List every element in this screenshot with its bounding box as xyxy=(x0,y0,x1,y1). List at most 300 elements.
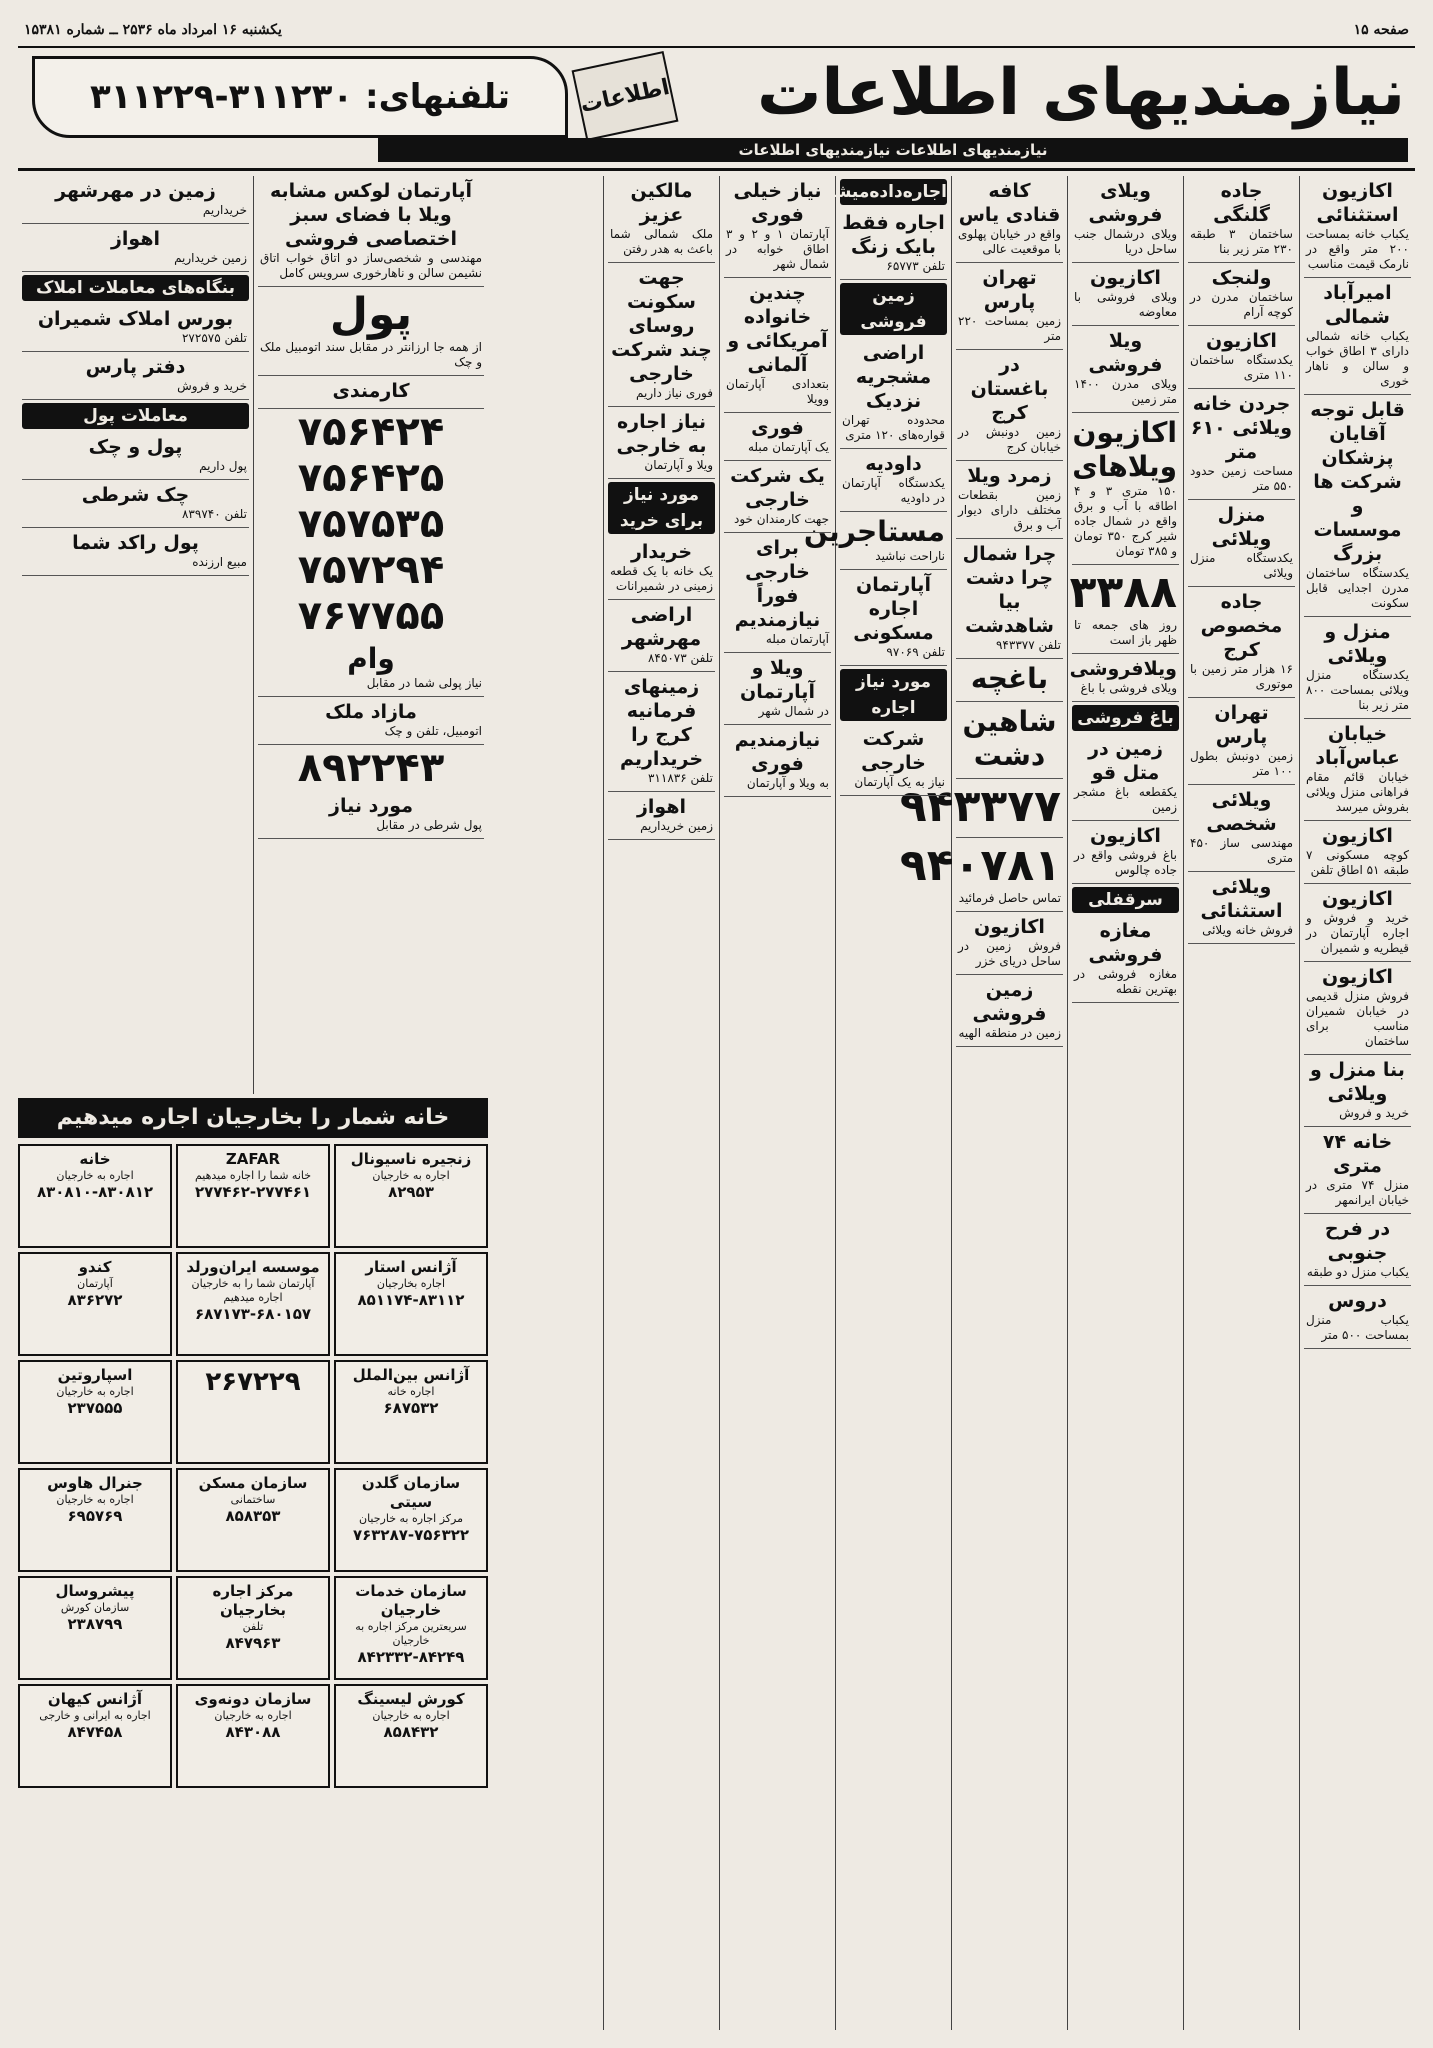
ad-headline: ویلائی شخصی xyxy=(1206,789,1277,835)
ad-headline: شاهین دشت xyxy=(962,705,1057,772)
ad-body: ساختمان مدرن در کوچه آرام xyxy=(1190,290,1293,319)
ad-headline: اکازیون xyxy=(1090,267,1161,289)
ad-body: تلفن ۶۵۷۷۳ xyxy=(886,259,945,273)
classified-ad xyxy=(956,659,1063,702)
agency-name: کورش لیسینگ xyxy=(357,1690,465,1708)
classified-ad xyxy=(724,533,831,653)
agency-tagline: اجاره به خارجیان xyxy=(372,1169,450,1182)
agency-name: مرکز اجاره بخارجیان xyxy=(212,1582,294,1619)
classified-ad xyxy=(22,480,249,528)
ad-headline: دروس xyxy=(1328,1290,1387,1312)
ad-body: تلفن ۲۷۲۵۷۵ xyxy=(181,331,247,345)
column-8 xyxy=(253,176,488,1094)
agency-phone: ۶۹۵۷۶۹ xyxy=(67,1507,123,1525)
agency-tagline: اجاره به خارجیان xyxy=(372,1709,450,1722)
classified-ad xyxy=(1072,821,1179,884)
classified-ad xyxy=(956,176,1063,263)
agency-name: سازمان مسکن xyxy=(198,1474,308,1492)
agency-phone: ۸۵۱۱۷۴-۸۳۱۱۲ xyxy=(357,1291,465,1309)
classified-ad xyxy=(899,779,1063,838)
agency-name: سازمان گلدن سیتی xyxy=(361,1474,461,1511)
masthead xyxy=(18,50,1415,171)
ad-headline: اراضی مشجریه نزدیک xyxy=(855,342,932,412)
ad-headline: نیاز خیلی فوری xyxy=(733,180,822,226)
agency-ad xyxy=(18,1684,172,1788)
classified-ad xyxy=(803,512,947,570)
classified-ad xyxy=(724,653,831,725)
classified-ad xyxy=(1069,654,1179,702)
ad-headline: مستاجرین xyxy=(803,515,945,548)
section-header: اجاره‌داده‌میشود xyxy=(840,179,947,205)
ad-body: زمین خریداریم xyxy=(640,819,713,833)
newspaper-emblem: اطلاعات xyxy=(572,51,679,141)
classified-ad xyxy=(724,176,831,278)
agency-tagline: خانه شما را اجاره میدهیم xyxy=(194,1169,312,1182)
ad-body: زمین بقطعات مختلف دارای دیوار آب و برق xyxy=(958,488,1061,532)
classified-ad xyxy=(1304,884,1411,962)
classified-columns-right xyxy=(488,176,1415,2030)
ad-headline: آپارتمان لوکس مشابه ویلا با فضای سبز اختصاصی فروشی xyxy=(269,180,472,250)
classified-ad xyxy=(608,176,715,263)
classified-ad xyxy=(22,224,249,272)
column-1 xyxy=(1299,176,1415,2030)
classified-ad xyxy=(840,449,947,512)
agency-tagline: سریعترین مرکز اجاره به خارجیان xyxy=(355,1620,467,1647)
agency-phone: ۲۳۸۷۹۹ xyxy=(67,1615,123,1633)
ad-body: یکباب خانه بمساحت ۲۰۰ متر واقع در نارمک قیمت مناسب xyxy=(1306,227,1409,271)
ad-headline: ویلا و آپارتمان xyxy=(740,657,815,703)
ad-body: ۱۶ هزار متر زمین با موتوری xyxy=(1190,662,1293,691)
ad-body: ویلا و آپارتمان xyxy=(644,458,713,472)
agency-tagline: ساختمانی xyxy=(230,1493,276,1506)
ad-headline: نیازمندیم فوری xyxy=(734,729,821,775)
ad-headline: دفتر پارس xyxy=(85,356,186,378)
agency-ad xyxy=(176,1576,330,1680)
section-header: مورد نیاز اجاره xyxy=(840,669,947,721)
ad-headline: چک شرطی xyxy=(81,484,190,506)
ad-headline: تهران پارس xyxy=(1214,702,1269,748)
ad-body: ملک شمالی شما باعث به هدر رفتن xyxy=(610,227,713,256)
agency-tagline: اجاره بخارجیان xyxy=(376,1277,446,1290)
ad-body: تلفن ۸۳۹۷۴۰ xyxy=(181,507,247,521)
agency-phone: ۸۴۷۴۵۸ xyxy=(67,1723,123,1741)
ad-headline: ویلای فروشی xyxy=(1088,180,1163,226)
rental-agency-grid xyxy=(18,1144,488,1872)
classified-ad xyxy=(1188,698,1295,785)
agency-ad xyxy=(334,1144,488,1248)
agency-phone: ۸۳۶۲۷۲ xyxy=(67,1291,123,1309)
ad-headline: اکازیون xyxy=(1322,825,1393,847)
ad-body: در شمال شهر xyxy=(758,704,829,718)
classified-ad xyxy=(1188,500,1295,587)
ad-headline: پول xyxy=(329,289,413,340)
ad-body: فروش منزل قدیمی در خیابان شمیران مناسب برای ساختمان xyxy=(1306,989,1409,1048)
agency-name: سازمان دونه‌وی xyxy=(194,1690,312,1708)
agency-tagline: آپارتمان xyxy=(77,1277,113,1290)
ad-body: تلفن ۹۷۰۶۹ xyxy=(886,645,945,659)
ad-headline: اکازیون xyxy=(1206,330,1277,352)
ad-body: فوری نیاز داریم xyxy=(636,386,713,400)
classified-ad xyxy=(1072,916,1179,1003)
section-header: مورد نیاز برای خرید xyxy=(608,482,715,534)
classified-ad xyxy=(724,725,831,797)
ad-body: یکدستگاه منزل ویلائی بمساحت ۸۰۰ متر زیر بنا xyxy=(1306,668,1409,712)
ad-headline: جاده مخصوص کرج xyxy=(1200,591,1283,661)
ad-body: ویلای درشمال جنب ساحل دریا xyxy=(1074,227,1177,256)
ad-headline: ۳۳۸۸ xyxy=(1069,567,1177,618)
ad-body: روز های جمعه تا ظهر باز است xyxy=(1074,618,1177,647)
ad-body: باغ فروشی واقع در جاده چالوس xyxy=(1074,848,1177,877)
classified-ad xyxy=(608,407,715,479)
ad-headline: وام xyxy=(347,642,395,675)
classified-columns-left xyxy=(18,176,488,1094)
ad-body: به ویلا و آپارتمان xyxy=(746,776,829,790)
classified-ad xyxy=(1304,719,1411,821)
ad-body: کوچه مسکونی ۷ طبقه ۵۱ اطاق تلفن xyxy=(1306,848,1409,877)
ad-headline: پول و چک xyxy=(88,436,183,458)
classified-ad xyxy=(1304,395,1411,617)
phone-number: ۷۶۷۷۵۵ xyxy=(297,593,445,639)
agency-ad xyxy=(334,1684,488,1788)
agency-name: خانه xyxy=(79,1150,111,1168)
ad-body: زمین در منطقه الهیه xyxy=(958,1026,1061,1040)
ad-headline: زمینهای فرمانیه کرج را خریداریم xyxy=(619,676,704,770)
ad-headline: نیاز اجاره به خارجی xyxy=(616,411,707,457)
ad-headline: ویلائی استثنائی xyxy=(1200,876,1283,922)
ad-headline: امیرآباد شمالی xyxy=(1323,282,1392,328)
ad-headline: اکازیون xyxy=(1322,888,1393,910)
masthead-strip: نیازمندیهای اطلاعات نیازمندیهای اطلاعات xyxy=(378,138,1408,162)
ad-headline: جهت سکونت روسای چند شرکت خارجی xyxy=(611,267,712,385)
ad-headline: ویلافروشی xyxy=(1069,658,1177,680)
ad-body: مبیع ارزنده xyxy=(192,555,247,569)
ad-body: مهندسی ساز ۴۵۰ متری xyxy=(1190,836,1293,865)
ad-body: زمین بمساحت ۲۲۰ متر xyxy=(958,314,1061,343)
agency-ad xyxy=(18,1576,172,1680)
column-7 xyxy=(603,176,719,2030)
ad-body: محدوده تهران قواره‌های ۱۲۰ متری xyxy=(842,413,945,442)
agency-ad xyxy=(176,1252,330,1356)
agency-phone: ۲۷۷۴۶۲-۲۷۷۴۶۱ xyxy=(194,1183,312,1201)
classified-ad xyxy=(608,263,715,407)
agency-ad xyxy=(334,1252,488,1356)
classified-ad xyxy=(1188,326,1295,389)
agency-tagline: اجاره به خارجیان xyxy=(56,1169,134,1182)
classified-ad xyxy=(956,461,1063,539)
ad-body: واقع در خیابان پهلوی با موقعیت عالی xyxy=(958,227,1061,256)
page-header xyxy=(18,18,1415,48)
agency-name: ZAFAR xyxy=(225,1150,281,1168)
agency-tagline: مرکز اجاره به خارجیان xyxy=(358,1512,463,1525)
classified-ad xyxy=(1304,821,1411,884)
ad-headline: اهواز xyxy=(636,796,687,818)
issue-date: یکشنبه ۱۶ امرداد ماه ۲۵۳۶ ــ شماره ۱۵۳۸۱ xyxy=(24,22,282,38)
section-header: زمین فروشی xyxy=(840,283,947,335)
agency-ad xyxy=(18,1468,172,1572)
ad-body: خرید و فروش xyxy=(177,379,247,393)
classified-ad xyxy=(22,304,249,352)
ad-body: خیابان قائم مقام فراهانی منزل ویلائی بفروش میرسد xyxy=(1306,770,1409,814)
ad-headline: مورد نیاز xyxy=(329,795,413,817)
classified-ad xyxy=(956,702,1063,779)
ad-body: ویلای فروشی با معاوضه xyxy=(1074,290,1177,319)
classified-ad xyxy=(1304,1286,1411,1349)
agency-ad xyxy=(18,1252,172,1356)
ad-headline: اکازیون xyxy=(974,916,1045,938)
classified-ad xyxy=(840,208,947,280)
classified-ad xyxy=(1072,263,1179,326)
ad-body: مهندسی و شخصی‌ساز دو اتاق خواب اتاق نشیمن سالن و ناهارخوری سرویس کامل xyxy=(260,251,482,280)
ad-body: نیاز پولی شما در مقابل xyxy=(366,676,482,690)
ad-headline: قابل توجه آقایان پزشکان شرکت ها و موسسات بزرگ xyxy=(1310,399,1405,565)
classified-ad xyxy=(1188,587,1295,698)
ad-body: یکباب منزل دو طبقه xyxy=(1306,1265,1409,1279)
ad-headline: باغچه xyxy=(970,662,1049,695)
ad-headline: پول راکد شما xyxy=(72,532,199,554)
ad-body: ۱۵۰ متری ۳ و ۴ اطاقه با آب و برق واقع در شمال جاده شیر کرج ۳۵۰ تومان و ۳۸۵ تومان xyxy=(1074,484,1178,558)
ad-headline: یک شرکت خارجی xyxy=(730,465,825,511)
agency-tagline: تلفن xyxy=(242,1620,264,1633)
classified-ad xyxy=(1188,263,1295,326)
agency-tagline: اجاره به خارجیان xyxy=(56,1493,134,1506)
ad-headline: شرکت خارجی xyxy=(861,728,926,774)
section-header: سرقفلی xyxy=(1072,887,1179,913)
ad-body: یکقطعه باغ مشجر زمین xyxy=(1074,785,1177,814)
classified-ad xyxy=(1304,278,1411,395)
ad-body: مغازه فروشی در بهترین نقطه xyxy=(1074,967,1177,996)
ad-body: تلفن ۸۴۵۰۷۳ xyxy=(647,651,713,665)
phone-number: ۷۵۶۴۲۴ xyxy=(297,409,445,455)
ad-body: مساحت زمین حدود ۵۵۰ متر xyxy=(1190,464,1293,493)
ad-headline: جاده گلنگی xyxy=(1213,180,1270,226)
rental-banner: خانه شمار را بخارجیان اجاره میدهیم xyxy=(18,1098,488,1138)
ad-body: تلفن ۹۴۳۳۷۷ xyxy=(995,638,1061,652)
masthead-phones: تلفنهای: ۳۱۱۲۳۰-۳۱۱۲۲۹ xyxy=(32,56,568,138)
ad-body: یکدستگاه ساختمان ۱۱۰ متری xyxy=(1190,353,1293,382)
agency-ad xyxy=(18,1360,172,1464)
ad-headline: اهواز xyxy=(110,228,161,250)
classified-ad xyxy=(258,639,484,697)
classified-ad xyxy=(724,278,831,413)
agency-phone: ۸۴۳۰۸۸ xyxy=(225,1723,281,1741)
agency-phone: ۸۴۷۹۶۳ xyxy=(225,1634,281,1652)
agency-name: آژانس کیهان xyxy=(47,1690,143,1708)
classified-ad xyxy=(724,413,831,461)
agency-name: پیشروسال xyxy=(55,1582,135,1600)
ad-body: یکباب منزل بمساحت ۵۰۰ متر xyxy=(1306,1313,1409,1342)
ad-headline: خانه ۷۴ متری xyxy=(1322,1131,1393,1177)
classified-ad xyxy=(1072,326,1179,413)
classified-ad xyxy=(258,287,484,376)
ad-headline: برای خارجی فوراً نیازمندیم xyxy=(734,537,821,631)
ad-body: زمین دونبش در خیابان کرج xyxy=(958,425,1061,454)
ad-headline: مازاد ملک xyxy=(325,701,417,723)
ad-headline: آپارتمان اجاره مسکونی xyxy=(853,574,934,644)
classified-ad xyxy=(1188,176,1295,263)
ad-headline: اجاره فقط بایک زنگ xyxy=(842,212,945,258)
classified-ad xyxy=(1304,176,1411,278)
classified-ad xyxy=(22,352,249,400)
ad-body: تماس حاصل فرمائید xyxy=(958,891,1061,905)
ad-headline: ولنجک xyxy=(1211,267,1272,289)
ad-headline: خیابان عباس‌آباد xyxy=(1315,723,1400,769)
ad-body: یکدستگاه ساختمان مدرن اجدایی قابل سکونت xyxy=(1306,566,1409,610)
classified-ad xyxy=(608,792,715,840)
ad-headline: اکازیون xyxy=(1322,966,1393,988)
ad-headline: بورس املاک شمیران xyxy=(37,308,234,330)
classified-ad xyxy=(840,338,947,449)
ad-body: از همه جا ارزانتر در مقابل سند اتومبیل ملک و چک xyxy=(260,340,482,369)
agency-name: سازمان خدمات خارجیان xyxy=(355,1582,467,1619)
ad-headline: زمین در متل قو xyxy=(1088,738,1163,784)
agency-phone: ۶۸۷۱۷۳-۶۸۰۱۵۷ xyxy=(194,1305,312,1323)
agency-phone: ۸۵۸۳۵۳ xyxy=(225,1507,281,1525)
agency-phone: ۸۲۹۵۳ xyxy=(388,1183,434,1201)
column-6 xyxy=(719,176,835,2030)
ad-headline: منزل ویلائی xyxy=(1211,504,1272,550)
ad-body: فروش خانه ویلائی xyxy=(1202,923,1293,937)
classified-ad xyxy=(1304,962,1411,1055)
classified-ad xyxy=(1304,617,1411,719)
classified-ad xyxy=(608,600,715,672)
agency-name: اسپاروتین xyxy=(57,1366,133,1384)
agency-ad xyxy=(334,1576,488,1680)
classified-ad xyxy=(956,539,1063,659)
agency-ad xyxy=(176,1684,330,1788)
ad-body: یکدستگاه آپارتمان در داودیه xyxy=(842,476,945,505)
ad-body: آپارتمان ۱ و ۲ و ۳ اطاق خوابه در شمال شهر xyxy=(726,227,829,271)
ad-headline: مغازه فروشی xyxy=(1088,920,1163,966)
masthead-title: نیازمندیهای اطلاعات xyxy=(757,56,1405,130)
ad-body: آپارتمان مبله xyxy=(765,632,829,646)
agency-phone: ۶۸۷۵۳۲ xyxy=(383,1399,439,1417)
agency-tagline: اجاره به خارجیان xyxy=(214,1709,292,1722)
agency-name: زنجیره ناسیونال xyxy=(350,1150,472,1168)
ad-headline: ۹۴۳۳۷۷ xyxy=(899,781,1061,832)
agency-ad xyxy=(334,1468,488,1572)
agency-name: ۲۶۷۲۲۹ xyxy=(205,1367,301,1397)
ad-headline: اراضی مهرشهر xyxy=(621,604,702,650)
agency-tagline: اجاره به خارجیان xyxy=(56,1385,134,1398)
ad-headline: اکازیون ویلاهای xyxy=(1072,416,1177,483)
column-9 xyxy=(18,176,253,1094)
ad-headline: ۹۴۰۷۸۱ xyxy=(899,840,1061,891)
ad-body: فروش زمین در ساحل دریای خزر xyxy=(958,939,1061,968)
agency-tagline: آپارتمان شما را به خارجیان اجاره میدهیم xyxy=(191,1277,315,1304)
agency-phone: ۸۵۸۴۳۲ xyxy=(383,1723,439,1741)
agency-ad xyxy=(18,1144,172,1248)
column-3 xyxy=(1067,176,1183,2030)
ad-headline: در باغستان کرج xyxy=(970,354,1049,424)
agency-ad xyxy=(334,1360,488,1464)
classified-ad xyxy=(258,376,484,409)
classified-ad xyxy=(22,528,249,576)
ad-headline: تهران پارس xyxy=(982,267,1037,313)
agency-tagline: اجاره به ایرانی و خارجی xyxy=(39,1709,151,1722)
ad-body: نیاز به یک آپارتمان xyxy=(854,775,945,789)
classified-ad xyxy=(724,461,831,533)
ad-body: منزل ۷۴ متری در خیابان ایرانمهر xyxy=(1306,1178,1409,1207)
classified-ad xyxy=(608,672,715,792)
ad-headline: چندین خانواده آمریکائی و آلمانی xyxy=(727,282,828,376)
ad-body: تلفن ۳۱۱۸۳۶ xyxy=(647,771,713,785)
section-header: معاملات پول xyxy=(22,403,249,429)
agency-ad xyxy=(176,1144,330,1248)
ad-headline: منزل و ویلائی xyxy=(1324,621,1391,667)
ad-body: خریداریم xyxy=(202,203,247,217)
ad-body: یکباب خانه شمالی دارای ۳ اطاق خواب و سالن و ناهار خوری xyxy=(1306,329,1409,388)
column-5 xyxy=(803,176,951,2030)
classified-ad xyxy=(1072,734,1179,821)
phone-number: ۷۵۷۵۳۵ xyxy=(297,501,445,547)
classified-ad xyxy=(956,350,1063,461)
classified-ad xyxy=(22,432,249,480)
ad-body: ویلای فروشی با باغ xyxy=(1080,681,1177,695)
ad-headline: در فرح جنوبی xyxy=(1324,1218,1391,1264)
ad-body: خرید و فروش xyxy=(1339,1106,1409,1120)
classified-ad xyxy=(258,791,484,839)
ad-body: یک خانه با یک قطعه زمینی در شمیرانات xyxy=(610,564,713,593)
agency-name: کندو xyxy=(78,1258,112,1276)
classified-ad xyxy=(1188,872,1295,944)
classified-ad xyxy=(22,176,249,224)
classified-ad xyxy=(1304,1127,1411,1214)
agency-phone: ۷۶۳۲۸۷-۷۵۶۳۲۲ xyxy=(352,1526,470,1544)
agency-ad xyxy=(176,1468,330,1572)
agency-phone: ۸۴۲۳۳۲-۸۴۲۴۹ xyxy=(357,1648,465,1666)
classified-ad xyxy=(1188,785,1295,872)
classified-ad xyxy=(956,912,1063,975)
classified-ad xyxy=(840,724,947,796)
classified-ad xyxy=(1188,389,1295,500)
classified-ad xyxy=(1304,1214,1411,1286)
classified-ad xyxy=(840,570,947,666)
classified-ad xyxy=(608,537,715,600)
ad-headline: خریدار xyxy=(630,541,693,563)
agency-name: موسسه ایران‌ورلد xyxy=(186,1258,320,1276)
ad-body: ناراحت نباشید xyxy=(875,549,945,563)
ad-headline: جردن خانه ویلائی ۶۱۰ متر xyxy=(1190,393,1293,463)
section-header: بنگاه‌های معاملات املاک xyxy=(22,275,249,301)
ad-headline: مالکین عزیز xyxy=(630,180,693,226)
ad-headline: زمرد ویلا xyxy=(967,465,1052,487)
ad-headline: داودیه xyxy=(865,453,922,475)
agency-tagline: سازمان کورش xyxy=(60,1601,130,1614)
ad-headline: اکازیون استثنائی xyxy=(1316,180,1399,226)
ad-headline: کارمندی xyxy=(332,380,410,402)
classified-ad xyxy=(1072,413,1179,565)
ad-body: ساختمان ۳ طبقه ۲۳۰ متر زیر بنا xyxy=(1190,227,1293,256)
page-number: صفحه ۱۵ xyxy=(1353,22,1409,38)
ad-body: بتعدادی آپارتمان وویلا xyxy=(726,377,829,406)
column-2 xyxy=(1183,176,1299,2030)
ad-body: زمین دونبش بطول ۱۰۰ متر xyxy=(1190,749,1293,778)
ad-headline: اکازیون xyxy=(1090,825,1161,847)
ad-body: خرید و فروش و اجاره آپارتمان در قیطریه و شمیران xyxy=(1306,911,1409,955)
ad-body: یک آپارتمان مبله xyxy=(747,440,829,454)
ad-headline: زمین فروشی xyxy=(972,979,1047,1025)
ad-headline: زمین در مهرشهر xyxy=(55,180,216,202)
classified-ad xyxy=(1072,176,1179,263)
classified-ad xyxy=(956,975,1063,1047)
agency-ad xyxy=(176,1360,330,1464)
ad-body: ویلای مدرن ۱۴۰۰ متر زمین xyxy=(1074,377,1177,406)
section-header: باغ فروشی xyxy=(1072,705,1179,731)
phone-number: ۷۵۶۴۲۵ xyxy=(297,455,445,501)
newspaper-page xyxy=(18,18,1415,2030)
ad-headline: چرا شمال چرا دشت بیا شاهدشت xyxy=(962,543,1057,637)
ad-body: جهت کارمندان خود xyxy=(734,512,829,526)
